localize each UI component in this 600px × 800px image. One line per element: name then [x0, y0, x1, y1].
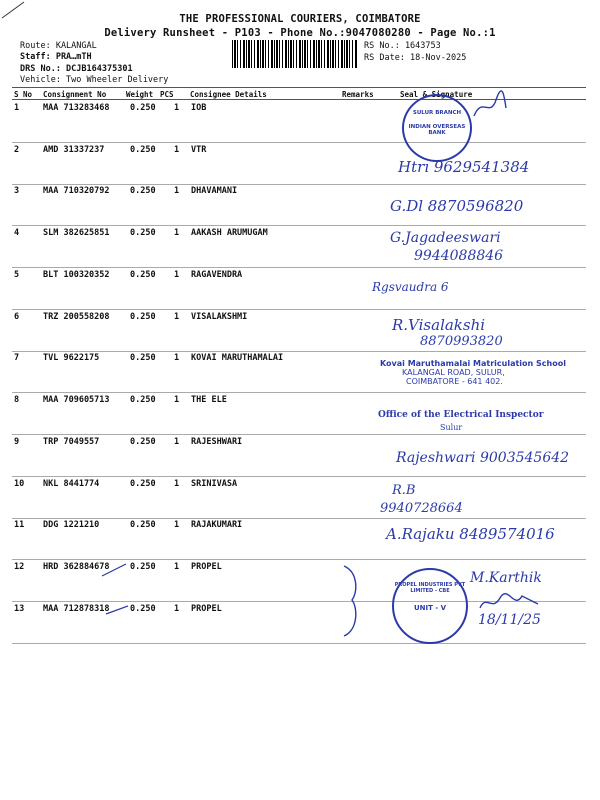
row-divider [12, 267, 586, 268]
row-pcs: 1 [174, 353, 180, 363]
propel-seal [392, 568, 468, 644]
row-weight: 0.250 [130, 103, 156, 113]
row-consignment-no: SLM 382625851 [43, 228, 110, 238]
row-divider [12, 309, 586, 310]
sig-row2: Ηtrı 9629541384 [398, 158, 530, 176]
sig-row12: M.Karthik [470, 570, 542, 586]
row-divider [12, 559, 586, 560]
row-weight: 0.250 [130, 270, 156, 280]
row-weight: 0.250 [130, 145, 156, 155]
sig-row6-phone: 8870993820 [420, 334, 503, 349]
row-consignment-no: TVL 9622175 [43, 353, 100, 363]
row-pcs: 1 [174, 103, 180, 113]
school-stamp-line3: COIMBATORE - 641 402. [406, 377, 503, 386]
iob-signature-scribble [470, 90, 510, 120]
row-consignee: VISALAKSHMI [191, 312, 248, 322]
row-weight: 0.250 [130, 437, 156, 447]
row-pcs: 1 [174, 228, 180, 238]
row-weight: 0.250 [130, 353, 156, 363]
row-sno: 13 [14, 604, 25, 614]
row-sno: 7 [14, 353, 20, 363]
sig-row6-name: R.Visalakshi [392, 316, 486, 334]
row-consignee: VTR [191, 145, 207, 155]
row-consignee: RAJESHWARI [191, 437, 243, 447]
row-divider [12, 392, 586, 393]
row-pcs: 1 [174, 395, 180, 405]
sig-row10-phone: 9940728664 [380, 501, 463, 516]
row-pcs: 1 [174, 520, 180, 530]
sig-row10-name: R.B [392, 483, 416, 498]
school-stamp-line1: Kovai Maruthamalai Matriculation School [380, 359, 566, 368]
row-consignee: DHAVAMANI [191, 186, 238, 196]
row-consignment-no: BLT 100320352 [43, 270, 110, 280]
sig-row11: A.Rajaku 8489574016 [386, 525, 555, 543]
row-consignment-no: NKL 8441774 [43, 479, 100, 489]
row-divider [12, 184, 586, 185]
col-consignment: Consignment No [43, 90, 107, 99]
col-weight: Weight [126, 90, 154, 99]
row-consignment-no: HRD 362884678 [43, 562, 110, 572]
row-divider [12, 643, 586, 644]
route-label: Route: KALANGAL [20, 41, 97, 51]
brace-mark [338, 562, 364, 640]
electrical-stamp-line2: Sulur [440, 423, 463, 432]
row-consignment-no: MAA 710320792 [43, 186, 110, 196]
row-sno: 10 [14, 479, 25, 489]
propel-seal-ring: PROPEL INDUSTRIES PVT LIMITED - CBE [394, 582, 466, 594]
iob-seal-top: SULUR BRANCH [412, 110, 462, 116]
row-weight: 0.250 [130, 604, 156, 614]
sig-row9: Rajeshwari 9003545642 [396, 450, 570, 466]
row-consignee: RAGAVENDRA [191, 270, 243, 280]
row-consignee: RAJAKUMARI [191, 520, 243, 530]
row-sno: 12 [14, 562, 25, 572]
row-consignee: PROPEL [191, 562, 222, 572]
school-stamp [380, 359, 580, 386]
sig-row5: Rgsvaudra 6 [372, 280, 449, 294]
row-sno: 4 [14, 228, 20, 238]
row-weight: 0.250 [130, 186, 156, 196]
consignment-tick-marks [100, 562, 130, 622]
row-pcs: 1 [174, 562, 180, 572]
row-pcs: 1 [174, 479, 180, 489]
row-consignment-no: TRZ 200558208 [43, 312, 110, 322]
row-divider [12, 225, 586, 226]
row-consignment-no: AMD 31337237 [43, 145, 105, 155]
col-pcs: PCS [160, 90, 174, 99]
col-sno: S No [14, 90, 33, 99]
row-weight: 0.250 [130, 395, 156, 405]
row-weight: 0.250 [130, 228, 156, 238]
row-consignee: KOVAI MARUTHAMALAI [191, 353, 284, 363]
barcode [232, 40, 358, 68]
row-weight: 0.250 [130, 312, 156, 322]
staff-label: Staff: PRA…mTH [20, 52, 92, 62]
row-sno: 3 [14, 186, 20, 196]
row-consignee: PROPEL [191, 604, 222, 614]
row-sno: 2 [14, 145, 20, 155]
row-pcs: 1 [174, 186, 180, 196]
electrical-stamp-line1: Office of the Electrical Inspector [378, 410, 544, 420]
row-weight: 0.250 [130, 562, 156, 572]
header-rule-top [12, 87, 586, 88]
row-pcs: 1 [174, 145, 180, 155]
row-consignment-no: MAA 712878318 [43, 604, 110, 614]
row-weight: 0.250 [130, 520, 156, 530]
row-consignment-no: TRP 7049557 [43, 437, 100, 447]
company-title: THE PROFESSIONAL COURIERS, COIMBATORE [179, 13, 421, 25]
row-divider [12, 142, 586, 143]
row-consignment-no: MAA 713283468 [43, 103, 110, 113]
vehicle-label: Vehicle: Two Wheeler Delivery [20, 75, 169, 85]
row-sno: 1 [14, 103, 20, 113]
runsheet-subtitle: Delivery Runsheet - P103 - Phone No.:9047080280 - Page No.:1 [104, 27, 496, 39]
row-divider [12, 351, 586, 352]
row-consignment-no: DDG 1221210 [43, 520, 100, 530]
row-pcs: 1 [174, 437, 180, 447]
row-pcs: 1 [174, 270, 180, 280]
row-divider [12, 518, 586, 519]
row-consignee: AAKASH ARUMUGAM [191, 228, 268, 238]
rs-number: RS No.: 1643753 [364, 41, 441, 51]
iob-seal [402, 94, 472, 162]
col-remarks: Remarks [342, 90, 374, 99]
row-pcs: 1 [174, 312, 180, 322]
row-sno: 5 [14, 270, 20, 280]
col-consignee: Consignee Details [190, 90, 267, 99]
row-sno: 6 [14, 312, 20, 322]
sig-row4-phone: 9944088846 [414, 248, 504, 264]
row-sno: 8 [14, 395, 20, 405]
row-consignee: THE ELE [191, 395, 227, 405]
row-sno: 11 [14, 520, 25, 530]
col-seal: Seal & Signature [400, 90, 473, 99]
school-stamp-line2: KALANGAL ROAD, SULUR, [402, 368, 505, 377]
row-divider [12, 476, 586, 477]
iob-seal-bottom: INDIAN OVERSEAS BANK [408, 124, 466, 136]
row-sno: 9 [14, 437, 20, 447]
sig-row3: G.Dl 8870596820 [390, 197, 524, 215]
row-pcs: 1 [174, 604, 180, 614]
sig-row13-date: 18/11/25 [478, 612, 541, 628]
row-divider [12, 434, 586, 435]
drs-label: DRS No.: DCJB164375301 [20, 64, 133, 74]
row-consignment-no: MAA 709605713 [43, 395, 110, 405]
row-consignee: SRINIVASA [191, 479, 238, 489]
rs-date: RS Date: 18-Nov-2025 [364, 53, 467, 63]
propel-seal-unit: UNIT - V [413, 604, 447, 612]
row-weight: 0.250 [130, 479, 156, 489]
row-consignee: IOB [191, 103, 207, 113]
sig-row4-name: G.Jagadeeswari [390, 230, 501, 246]
